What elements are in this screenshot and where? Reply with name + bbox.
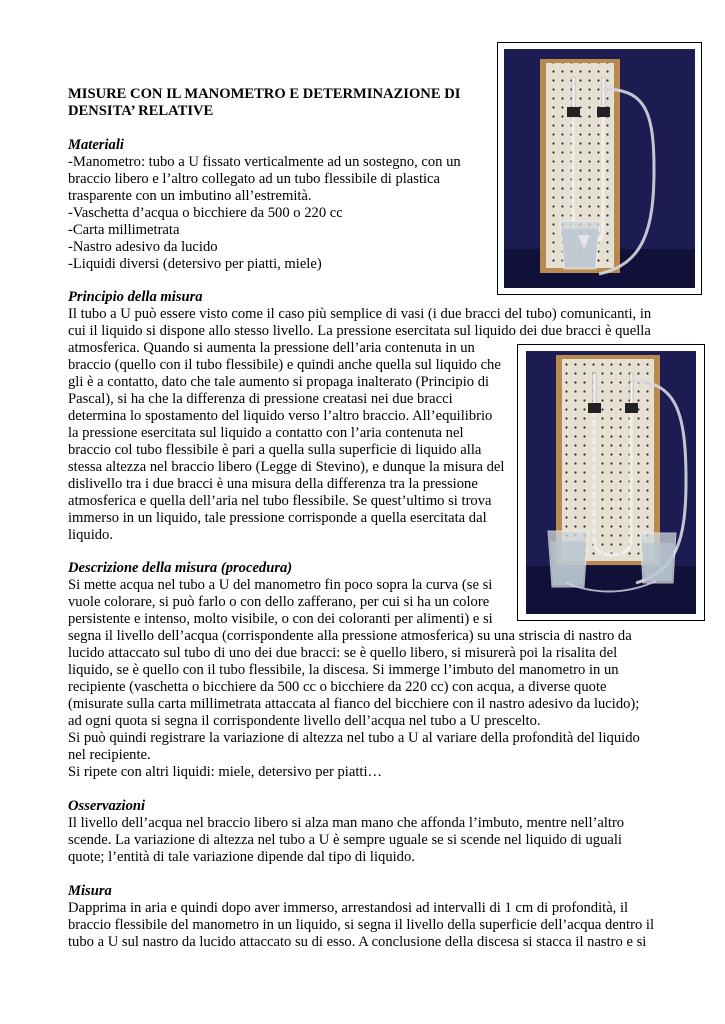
- misura-line: tubo a U sul nastro da lucido attaccato su di esso. A conclusione della discesa si stacca il nastro e si: [68, 934, 647, 950]
- manometer-illustration: [526, 351, 696, 614]
- principio-line: Pascal), si ha che la differenza di pressione creatasi nei due bracci: [68, 391, 453, 407]
- manometer-photo-single-beaker: [497, 42, 702, 295]
- misura-line: braccio flessibile del manometro in un liquido, si segna il livello della superficie dell’acqua dentro il: [68, 917, 655, 933]
- osservazioni-line: quote; l’entità di tale variazione dipende dal tipo di liquido.: [68, 849, 415, 865]
- clamp: [567, 107, 580, 117]
- section-heading-misura: Misura: [68, 883, 112, 899]
- descrizione-line: segna il livello dell’acqua (corrispondente alla pressione atmosferica) su una striscia di nastro da: [68, 628, 632, 644]
- descrizione-line: persistente e intenso, molto visibile, o con dei coloranti per alimenti) e si: [68, 611, 493, 627]
- principio-line: la pressione esercitata sul liquido a contatto con l’aria contenuta nel: [68, 425, 464, 441]
- clamp: [588, 403, 601, 413]
- materiali-line: -Liquidi diversi (detersivo per piatti, miele): [68, 256, 322, 272]
- principio-line: braccio col tubo flessibile è pari a quella sulla superficie di liquido alla: [68, 442, 482, 458]
- manometer-illustration: [504, 49, 695, 288]
- materiali-line: braccio libero e l’altro collegato ad un tubo flessibile di plastica: [68, 171, 441, 187]
- descrizione-line: Si può quindi registrare la variazione di altezza nel tubo a U al variare della profondità del liquido: [68, 730, 640, 746]
- principio-line: atmosferica e quella dell’aria nel tubo flessibile. Se quest’ultimo si trova: [68, 493, 492, 509]
- descrizione-line: lucido attaccato sul tubo di uno dei due bracci: se è quello libero, si misurerà poi la risalita del: [68, 645, 618, 661]
- clamp: [597, 107, 610, 117]
- descrizione-line: Si ripete con altri liquidi: miele, detersivo per piatti…: [68, 764, 383, 780]
- misura-line: Dapprima in aria e quindi dopo aver immerso, arrestandosi ad intervalli di 1 cm di profondità, il: [68, 900, 629, 916]
- section-heading-principio: Principio della misura: [68, 289, 203, 305]
- document-title-line-1: MISURE CON IL MANOMETRO E DETERMINAZIONE DI: [68, 86, 461, 102]
- materiali-line: -Vaschetta d’acqua o bicchiere da 500 o 220 cc: [68, 205, 343, 221]
- document-title-line-2: DENSITA’ RELATIVE: [68, 103, 214, 119]
- principio-line: gli è a contatto, dato che tale aumento si propaga inalterato (Principio di: [68, 374, 490, 390]
- manometer-photo-two-beakers: [517, 344, 705, 621]
- principio-line: Il tubo a U può essere visto come il caso più semplice di vasi (i due bracci del tubo) comunicanti, in: [68, 306, 652, 322]
- descrizione-line: (misurate sulla carta millimetrata attaccata al fianco del bicchiere con il nastro adesivo da lucido);: [68, 696, 640, 712]
- descrizione-line: Si mette acqua nel tubo a U del manometro fin poco sopra la curva (se si: [68, 577, 493, 593]
- materiali-line: -Carta millimetrata: [68, 222, 180, 238]
- principio-line: immerso in un liquido, tale pressione corrisponde a quella esercitata dal: [68, 510, 487, 526]
- osservazioni-line: Il livello dell’acqua nel braccio libero si alza man mano che affonda l’imbuto, mentre nell’altro: [68, 815, 625, 831]
- descrizione-line: liquido, se è quello con il tubo flessibile, la discesa. Si immerge l’imbuto del manometro in un: [68, 662, 619, 678]
- descrizione-line: ad ogni quota si segna il corrispondente livello dell’acqua nel tubo a U prescelto.: [68, 713, 541, 729]
- descrizione-line: vuole colorare, si può farlo o con dello zafferano, per cui si ha un colore: [68, 594, 490, 610]
- principio-line: dislivello tra i due bracci è una misura della differenza tra la pressione: [68, 476, 478, 492]
- principio-line: atmosferica. Quando si aumenta la pressione dell’aria contenuta in un: [68, 340, 475, 356]
- materiali-line: -Nastro adesivo da lucido: [68, 239, 218, 255]
- descrizione-line: recipiente (vaschetta o bicchiere da 500 cc o bicchiere da 220 cc) con acqua, a diverse quote: [68, 679, 607, 695]
- principio-line: determina lo spostamento del liquido verso l’altro braccio. All’equilibrio: [68, 408, 493, 424]
- section-heading-osservazioni: Osservazioni: [68, 798, 146, 814]
- materiali-line: -Manometro: tubo a U fissato verticalmente ad un sostegno, con un: [68, 154, 461, 170]
- materiali-line: trasparente con un imbutino all’estremità.: [68, 188, 312, 204]
- section-heading-materiali: Materiali: [68, 137, 124, 153]
- principio-line: cui il liquido si dispone allo stesso livello. La pressione esercitata sul liquido dei due bracci è quella: [68, 323, 651, 339]
- principio-line: stessa altezza nel braccio libero (Legge di Stevino), e dunque la misura del: [68, 459, 505, 475]
- descrizione-line: nel recipiente.: [68, 747, 151, 763]
- principio-line: liquido.: [68, 527, 113, 543]
- clamp: [625, 403, 638, 413]
- principio-line: braccio (quello con il tubo flessibile) e quindi anche quella sul liquido che: [68, 357, 501, 373]
- section-heading-descrizione: Descrizione della misura (procedura): [68, 560, 293, 576]
- osservazioni-line: scende. La variazione di altezza nel tubo a U è sempre uguale se si scende nel liquido di uguali: [68, 832, 622, 848]
